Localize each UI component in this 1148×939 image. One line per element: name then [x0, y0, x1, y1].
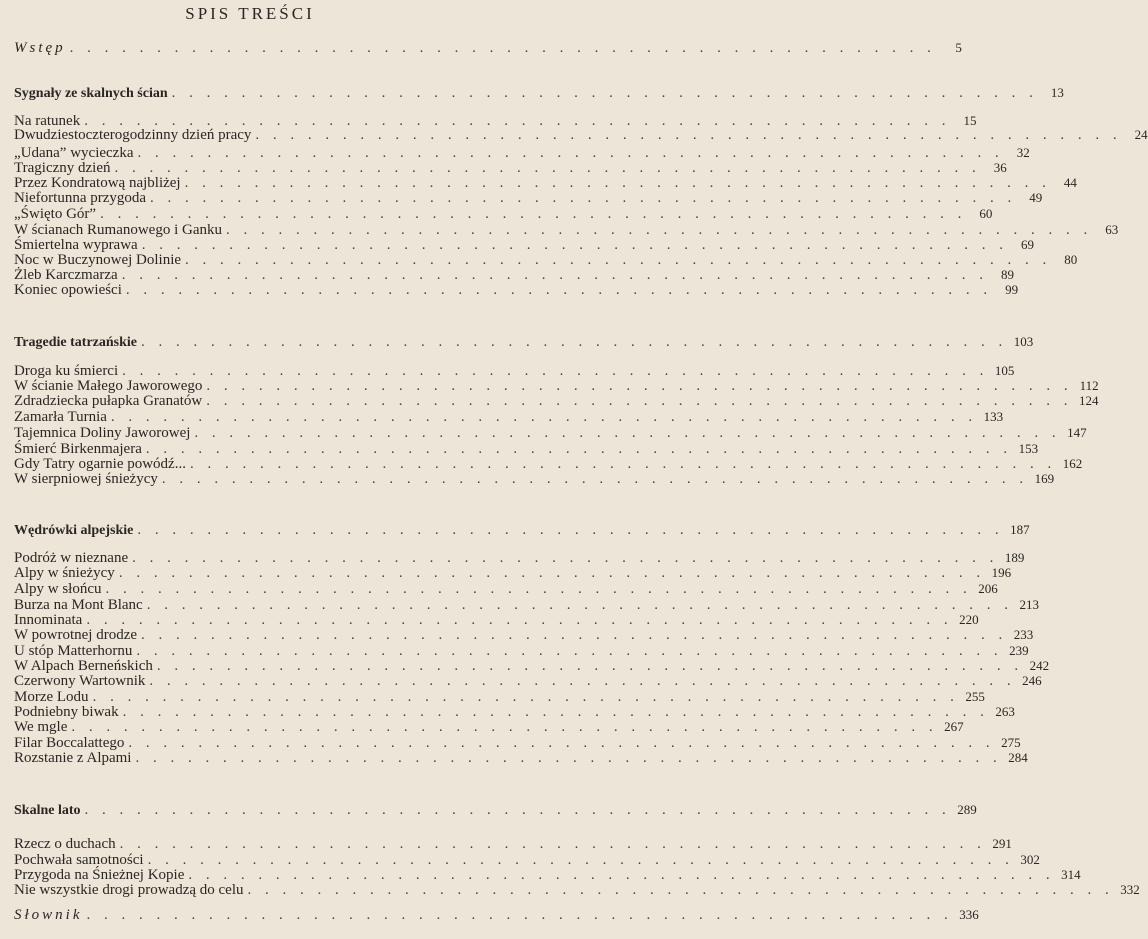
toc-entry-title: Tajemnica Doliny Jaworowej	[14, 425, 191, 441]
toc-entry	[14, 363, 1015, 379]
toc-entry-title: Rzecz o duchach	[14, 836, 116, 852]
toc-entry-title: Słownik	[14, 907, 83, 923]
toc-section	[14, 85, 1064, 102]
dot-leader: . . . . . . . . . . . . . . . . . . . . . . . . . . . . . . . . . . . . . . . . . . . . . . . . . .	[122, 704, 989, 720]
toc-entry-title: Śmierć Birkenmajera	[14, 441, 142, 457]
toc-entry	[14, 409, 1004, 425]
toc-entry-page: 133	[983, 409, 1004, 424]
toc-entry-page: 69	[1020, 237, 1034, 252]
toc-entry-page: 13	[1050, 85, 1064, 100]
toc-entry-page: 49	[1029, 190, 1043, 205]
toc-entry	[14, 127, 1148, 143]
toc-entry-page: 15	[963, 113, 977, 128]
dot-leader: . . . . . . . . . . . . . . . . . . . . . . . . . . . . . . . . . . . . . . . . . . . . . . . . . .	[105, 581, 972, 597]
dot-leader: . . . . . . . . . . . . . . . . . . . . . . . . . . . . . . . . . . . . . . . . . . . . . . . . . .	[141, 334, 1008, 350]
toc-entry	[14, 597, 1039, 613]
toc-entry-page: 162	[1062, 456, 1083, 471]
dot-leader: . . . . . . . . . . . . . . . . . . . . . . . . . . . . . . . . . . . . . . . . . . . . . . . . . .	[171, 85, 1038, 101]
toc-entry-page: 103	[1013, 334, 1034, 349]
toc-entry-title: Przygoda na Śnieżnej Kopie	[14, 867, 185, 883]
dot-leader: . . . . . . . . . . . . . . . . . . . . . . . . . . . . . . . . . . . . . . . . . . . . . . . . . .	[137, 145, 1004, 161]
toc-entry-title: Czerwony Wartownik	[14, 673, 146, 689]
dot-leader: . . . . . . . . . . . . . . . . . . . . . . . . . . . . . . . . . . . . . . . . . . . . . . . . . .	[86, 907, 953, 923]
toc-section	[14, 802, 977, 819]
dot-leader: . . . . . . . . . . . . . . . . . . . . . . . . . . . . . . . . . . . . . . . . . . . . . . . . . .	[156, 658, 1024, 674]
toc-entry-page: 124	[1079, 393, 1099, 408]
toc-entry-title: Noc w Buczynowej Dolinie	[14, 252, 182, 268]
dot-leader: . . . . . . . . . . . . . . . . . . . . . . . . . . . . . . . . . . . . . . . . . . . . . . . . . .	[119, 836, 986, 852]
toc-entry-title: Zamarła Turnia	[14, 409, 107, 425]
dot-leader: . . . . . . . . . . . . . . . . . . . . . . . . . . . . . . . . . . . . . . . . . . . . . . . . . .	[71, 719, 938, 735]
dot-leader: . . . . . . . . . . . . . . . . . . . . . . . . . . . . . . . . . . . . . . . . . . . . . . . . . .	[185, 252, 1052, 268]
toc-entry-page: 169	[1034, 471, 1055, 486]
toc-entry	[14, 550, 1025, 566]
dot-leader: . . . . . . . . . . . . . . . . . . . . . . . . . . . . . . . . . . . . . . . . . . . . . . . . . .	[188, 867, 1055, 883]
page-title: SPIS TREŚCI	[185, 4, 315, 23]
toc-entry-page: 242	[1029, 658, 1050, 673]
dot-leader: . . . . . . . . . . . . . . . . . . . . . . . . . . . . . . . . . . . . . . . . . . . . . . . . . .	[84, 113, 951, 129]
toc-entry	[14, 393, 1099, 409]
toc-entry-page: 80	[1064, 252, 1078, 267]
toc-entry-title: Na ratunek	[14, 113, 81, 129]
toc-entry-page: 60	[979, 206, 993, 221]
toc-entry-title: Alpy w słońcu	[14, 581, 102, 597]
toc-entry-title: Morze Lodu	[14, 689, 89, 705]
toc-entry-title: Droga ku śmierci	[14, 363, 119, 379]
dot-leader: . . . . . . . . . . . . . . . . . . . . . . . . . . . . . . . . . . . . . . . . . . . . . . . . . .	[206, 393, 1073, 409]
dot-leader: . . . . . . . . . . . . . . . . . . . . . . . . . . . . . . . . . . . . . . . . . . . . . . . . . .	[150, 190, 1017, 206]
toc-entry-title: Koniec opowieści	[14, 282, 122, 298]
toc-entry-page: 291	[992, 836, 1012, 851]
dot-leader: . . . . . . . . . . . . . . . . . . . . . . . . . . . . . . . . . . . . . . . . . . . . . . . . . .	[184, 175, 1051, 191]
toc-entry	[14, 378, 1099, 394]
toc-entry-page: 213	[1019, 597, 1039, 612]
toc-entry-title: Pochwała samotności	[14, 852, 144, 868]
dot-leader: . . . . . . . . . . . . . . . . . . . . . . . . . . . . . . . . . . . . . . . . . . . . . . . . . .	[100, 206, 967, 222]
dot-leader: . . . . . . . . . . . . . . . . . . . . . . . . . . . . . . . . . . . . . . . . . . . . . . . . . .	[118, 565, 986, 581]
toc-entry	[14, 689, 985, 705]
toc-entry	[14, 867, 1081, 883]
toc-entry	[14, 145, 1030, 161]
toc-entry-title: W ścianie Małego Jaworowego	[14, 378, 203, 394]
toc-entry-page: 112	[1079, 378, 1099, 393]
toc-entry-page: 63	[1105, 222, 1119, 237]
dot-leader: . . . . . . . . . . . . . . . . . . . . . . . . . . . . . . . . . . . . . . . . . . . . . . . . . .	[69, 40, 936, 56]
toc-entry-page: 32	[1016, 145, 1030, 160]
dot-leader: . . . . . . . . . . . . . . . . . . . . . . . . . . . . . . . . . . . . . . . . . . . . . . . . . .	[132, 550, 999, 566]
toc-entry	[14, 581, 998, 597]
toc-entry	[14, 456, 1083, 472]
dot-leader: . . . . . . . . . . . . . . . . . . . . . . . . . . . . . . . . . . . . . . . . . . . . . . . . . .	[86, 612, 953, 628]
dot-leader: . . . . . . . . . . . . . . . . . . . . . . . . . . . . . . . . . . . . . . . . . . . . . . . . . .	[84, 802, 951, 818]
toc-entry-page: 336	[959, 907, 979, 922]
toc-entry-page: 24	[1134, 127, 1148, 142]
toc-section	[14, 522, 1030, 539]
toc-entry-title: U stóp Matterhornu	[14, 643, 133, 659]
toc-entry-title: Sygnały ze skalnych ścian	[14, 86, 168, 101]
dot-leader: . . . . . . . . . . . . . . . . . . . . . . . . . . . . . . . . . . . . . . . . . . . . . . . . . .	[114, 160, 981, 176]
toc-entry	[14, 40, 962, 56]
dot-leader: . . . . . . . . . . . . . . . . . . . . . . . . . . . . . . . . . . . . . . . . . . . . . . . . . .	[125, 282, 993, 298]
dot-leader: . . . . . . . . . . . . . . . . . . . . . . . . . . . . . . . . . . . . . . . . . . . . . . . . . .	[146, 597, 1013, 613]
toc-entry-title: W sierpniowej śnieżycy	[14, 471, 158, 487]
toc-entry	[14, 190, 1043, 206]
toc-entry	[14, 719, 964, 735]
toc-entry-title: Zdradziecka pułapka Granatów	[14, 393, 203, 409]
toc-entry	[14, 643, 1029, 659]
toc-entry	[14, 206, 993, 222]
toc-entry	[14, 704, 1015, 720]
toc-entry-page: 187	[1010, 522, 1030, 537]
dot-leader: . . . . . . . . . . . . . . . . . . . . . . . . . . . . . . . . . . . . . . . . . . . . . . . . . .	[121, 267, 988, 283]
toc-entry-title: Nie wszystkie drogi prowadzą do celu	[14, 882, 244, 898]
toc-entry-title: Skalne lato	[14, 803, 81, 818]
dot-leader: . . . . . . . . . . . . . . . . . . . . . . . . . . . . . . . . . . . . . . . . . . . . . . . . . .	[255, 127, 1122, 143]
dot-leader: . . . . . . . . . . . . . . . . . . . . . . . . . . . . . . . . . . . . . . . . . . . . . . . . . .	[149, 673, 1016, 689]
dot-leader: . . . . . . . . . . . . . . . . . . . . . . . . . . . . . . . . . . . . . . . . . . . . . . . . . .	[110, 409, 978, 425]
toc-entry-page: 196	[991, 565, 1012, 580]
toc-entry-page: 206	[978, 581, 998, 596]
toc-entry-title: We mgle	[14, 719, 68, 735]
toc-entry-page: 5	[955, 40, 962, 55]
dot-leader: . . . . . . . . . . . . . . . . . . . . . . . . . . . . . . . . . . . . . . . . . . . . . . . . . .	[135, 750, 1002, 766]
toc-entry	[14, 836, 1012, 852]
dot-leader: . . . . . . . . . . . . . . . . . . . . . . . . . . . . . . . . . . . . . . . . . . . . . . . . . .	[136, 643, 1003, 659]
toc-entry-page: 89	[1000, 267, 1014, 282]
toc-entry-page: 314	[1061, 867, 1081, 882]
toc-entry-page: 36	[993, 160, 1007, 175]
toc-entry-page: 220	[959, 612, 979, 627]
toc-entry-page: 44	[1063, 175, 1077, 190]
dot-leader: . . . . . . . . . . . . . . . . . . . . . . . . . . . . . . . . . . . . . . . . . . . . . . . . . .	[92, 689, 959, 705]
dot-leader: . . . . . . . . . . . . . . . . . . . . . . . . . . . . . . . . . . . . . . . . . . . . . . . . . .	[161, 471, 1029, 487]
toc-entry-page: 275	[1001, 735, 1021, 750]
toc-entry-page: 153	[1018, 441, 1039, 456]
toc-entry-title: Dwudziestoczterogodzinny dzień pracy	[14, 127, 252, 143]
toc-entry	[14, 852, 1040, 868]
toc-entry-title: „Święto Gór”	[14, 206, 97, 222]
dot-leader: . . . . . . . . . . . . . . . . . . . . . . . . . . . . . . . . . . . . . . . . . . . . . . . . . .	[189, 456, 1057, 472]
toc-entry	[14, 658, 1050, 674]
dot-leader: . . . . . . . . . . . . . . . . . . . . . . . . . . . . . . . . . . . . . . . . . . . . . . . . . .	[226, 222, 1093, 238]
toc-entry-title: Innominata	[14, 612, 83, 628]
toc-entry	[14, 441, 1039, 457]
toc-entry-title: Tragedie tatrzańskie	[14, 335, 137, 350]
dot-leader: . . . . . . . . . . . . . . . . . . . . . . . . . . . . . . . . . . . . . . . . . . . . . . . . . .	[141, 237, 1008, 253]
toc-entry-page: 302	[1020, 852, 1040, 867]
dot-leader: . . . . . . . . . . . . . . . . . . . . . . . . . . . . . . . . . . . . . . . . . . . . . . . . . .	[137, 522, 1004, 538]
dot-leader: . . . . . . . . . . . . . . . . . . . . . . . . . . . . . . . . . . . . . . . . . . . . . . . . . .	[194, 425, 1061, 441]
toc-entry-page: 233	[1013, 627, 1034, 642]
toc-entry	[14, 471, 1055, 487]
toc-entry-page: 99	[1005, 282, 1019, 297]
toc-entry-page: 332	[1120, 882, 1140, 897]
toc-entry-title: Wstęp	[14, 40, 66, 56]
toc-entry	[14, 160, 1007, 176]
dot-leader: . . . . . . . . . . . . . . . . . . . . . . . . . . . . . . . . . . . . . . . . . . . . . . . . . .	[122, 363, 989, 379]
toc-section	[14, 334, 1034, 351]
toc-entry-title: W Alpach Berneńskich	[14, 658, 153, 674]
dot-leader: . . . . . . . . . . . . . . . . . . . . . . . . . . . . . . . . . . . . . . . . . . . . . . . . . .	[147, 852, 1014, 868]
toc-entry	[14, 237, 1034, 253]
toc-entry	[14, 627, 1034, 643]
toc-entry-page: 267	[944, 719, 964, 734]
toc-entry-page: 105	[994, 363, 1015, 378]
toc-entry	[14, 222, 1119, 238]
toc-entry	[14, 673, 1042, 689]
toc-entry-page: 147	[1067, 425, 1087, 440]
toc-entry-title: Śmiertelna wyprawa	[14, 237, 138, 253]
toc-entry-title: Przez Kondratową najbliżej	[14, 175, 181, 191]
toc-entry	[14, 175, 1077, 191]
toc-entry	[14, 425, 1087, 441]
toc-entry	[14, 565, 1012, 581]
toc-entry-title: Żleb Karczmarza	[14, 267, 118, 283]
toc-entry-page: 239	[1009, 643, 1029, 658]
toc-entry-title: Burza na Mont Blanc	[14, 597, 143, 613]
toc-entry-title: Rozstanie z Alpami	[14, 750, 132, 766]
toc-entry-page: 284	[1008, 750, 1028, 765]
toc-entry-page: 263	[995, 704, 1015, 719]
toc-entry-title: Alpy w śnieżycy	[14, 565, 115, 581]
dot-leader: . . . . . . . . . . . . . . . . . . . . . . . . . . . . . . . . . . . . . . . . . . . . . . . . . .	[247, 882, 1114, 898]
toc-entry	[14, 282, 1019, 298]
toc-entry	[14, 750, 1028, 766]
toc-entry-title: Podróż w nieznane	[14, 550, 129, 566]
toc-entry-title: Filar Boccalattego	[14, 735, 125, 751]
dot-leader: . . . . . . . . . . . . . . . . . . . . . . . . . . . . . . . . . . . . . . . . . . . . . . . . . .	[145, 441, 1013, 457]
dot-leader: . . . . . . . . . . . . . . . . . . . . . . . . . . . . . . . . . . . . . . . . . . . . . . . . . .	[128, 735, 995, 751]
toc-entry-title: Niefortunna przygoda	[14, 190, 147, 206]
toc-entry	[14, 907, 979, 923]
toc-entry-title: W powrotnej drodze	[14, 627, 138, 643]
toc-entry-title: Gdy Tatry ogarnie powódź...	[14, 456, 186, 472]
toc-entry-page: 246	[1022, 673, 1042, 688]
toc-entry-title: W ścianach Rumanowego i Ganku	[14, 222, 223, 238]
dot-leader: . . . . . . . . . . . . . . . . . . . . . . . . . . . . . . . . . . . . . . . . . . . . . . . . . .	[206, 378, 1073, 394]
toc-entry-title: Tragiczny dzień	[14, 160, 111, 176]
toc-entry-title: Podniebny biwak	[14, 704, 119, 720]
toc-entry	[14, 735, 1021, 751]
toc-entry	[14, 267, 1014, 283]
toc-entry-page: 289	[957, 802, 977, 817]
dot-leader: . . . . . . . . . . . . . . . . . . . . . . . . . . . . . . . . . . . . . . . . . . . . . . . . . .	[141, 627, 1008, 643]
toc-entry-title: Wędrówki alpejskie	[14, 523, 134, 538]
toc-entry-title: „Udana” wycieczka	[14, 145, 134, 161]
toc-entry	[14, 612, 979, 628]
toc-entry	[14, 882, 1140, 898]
toc-entry	[14, 252, 1078, 268]
toc-entry-page: 189	[1004, 550, 1025, 565]
toc-entry-page: 255	[965, 689, 985, 704]
